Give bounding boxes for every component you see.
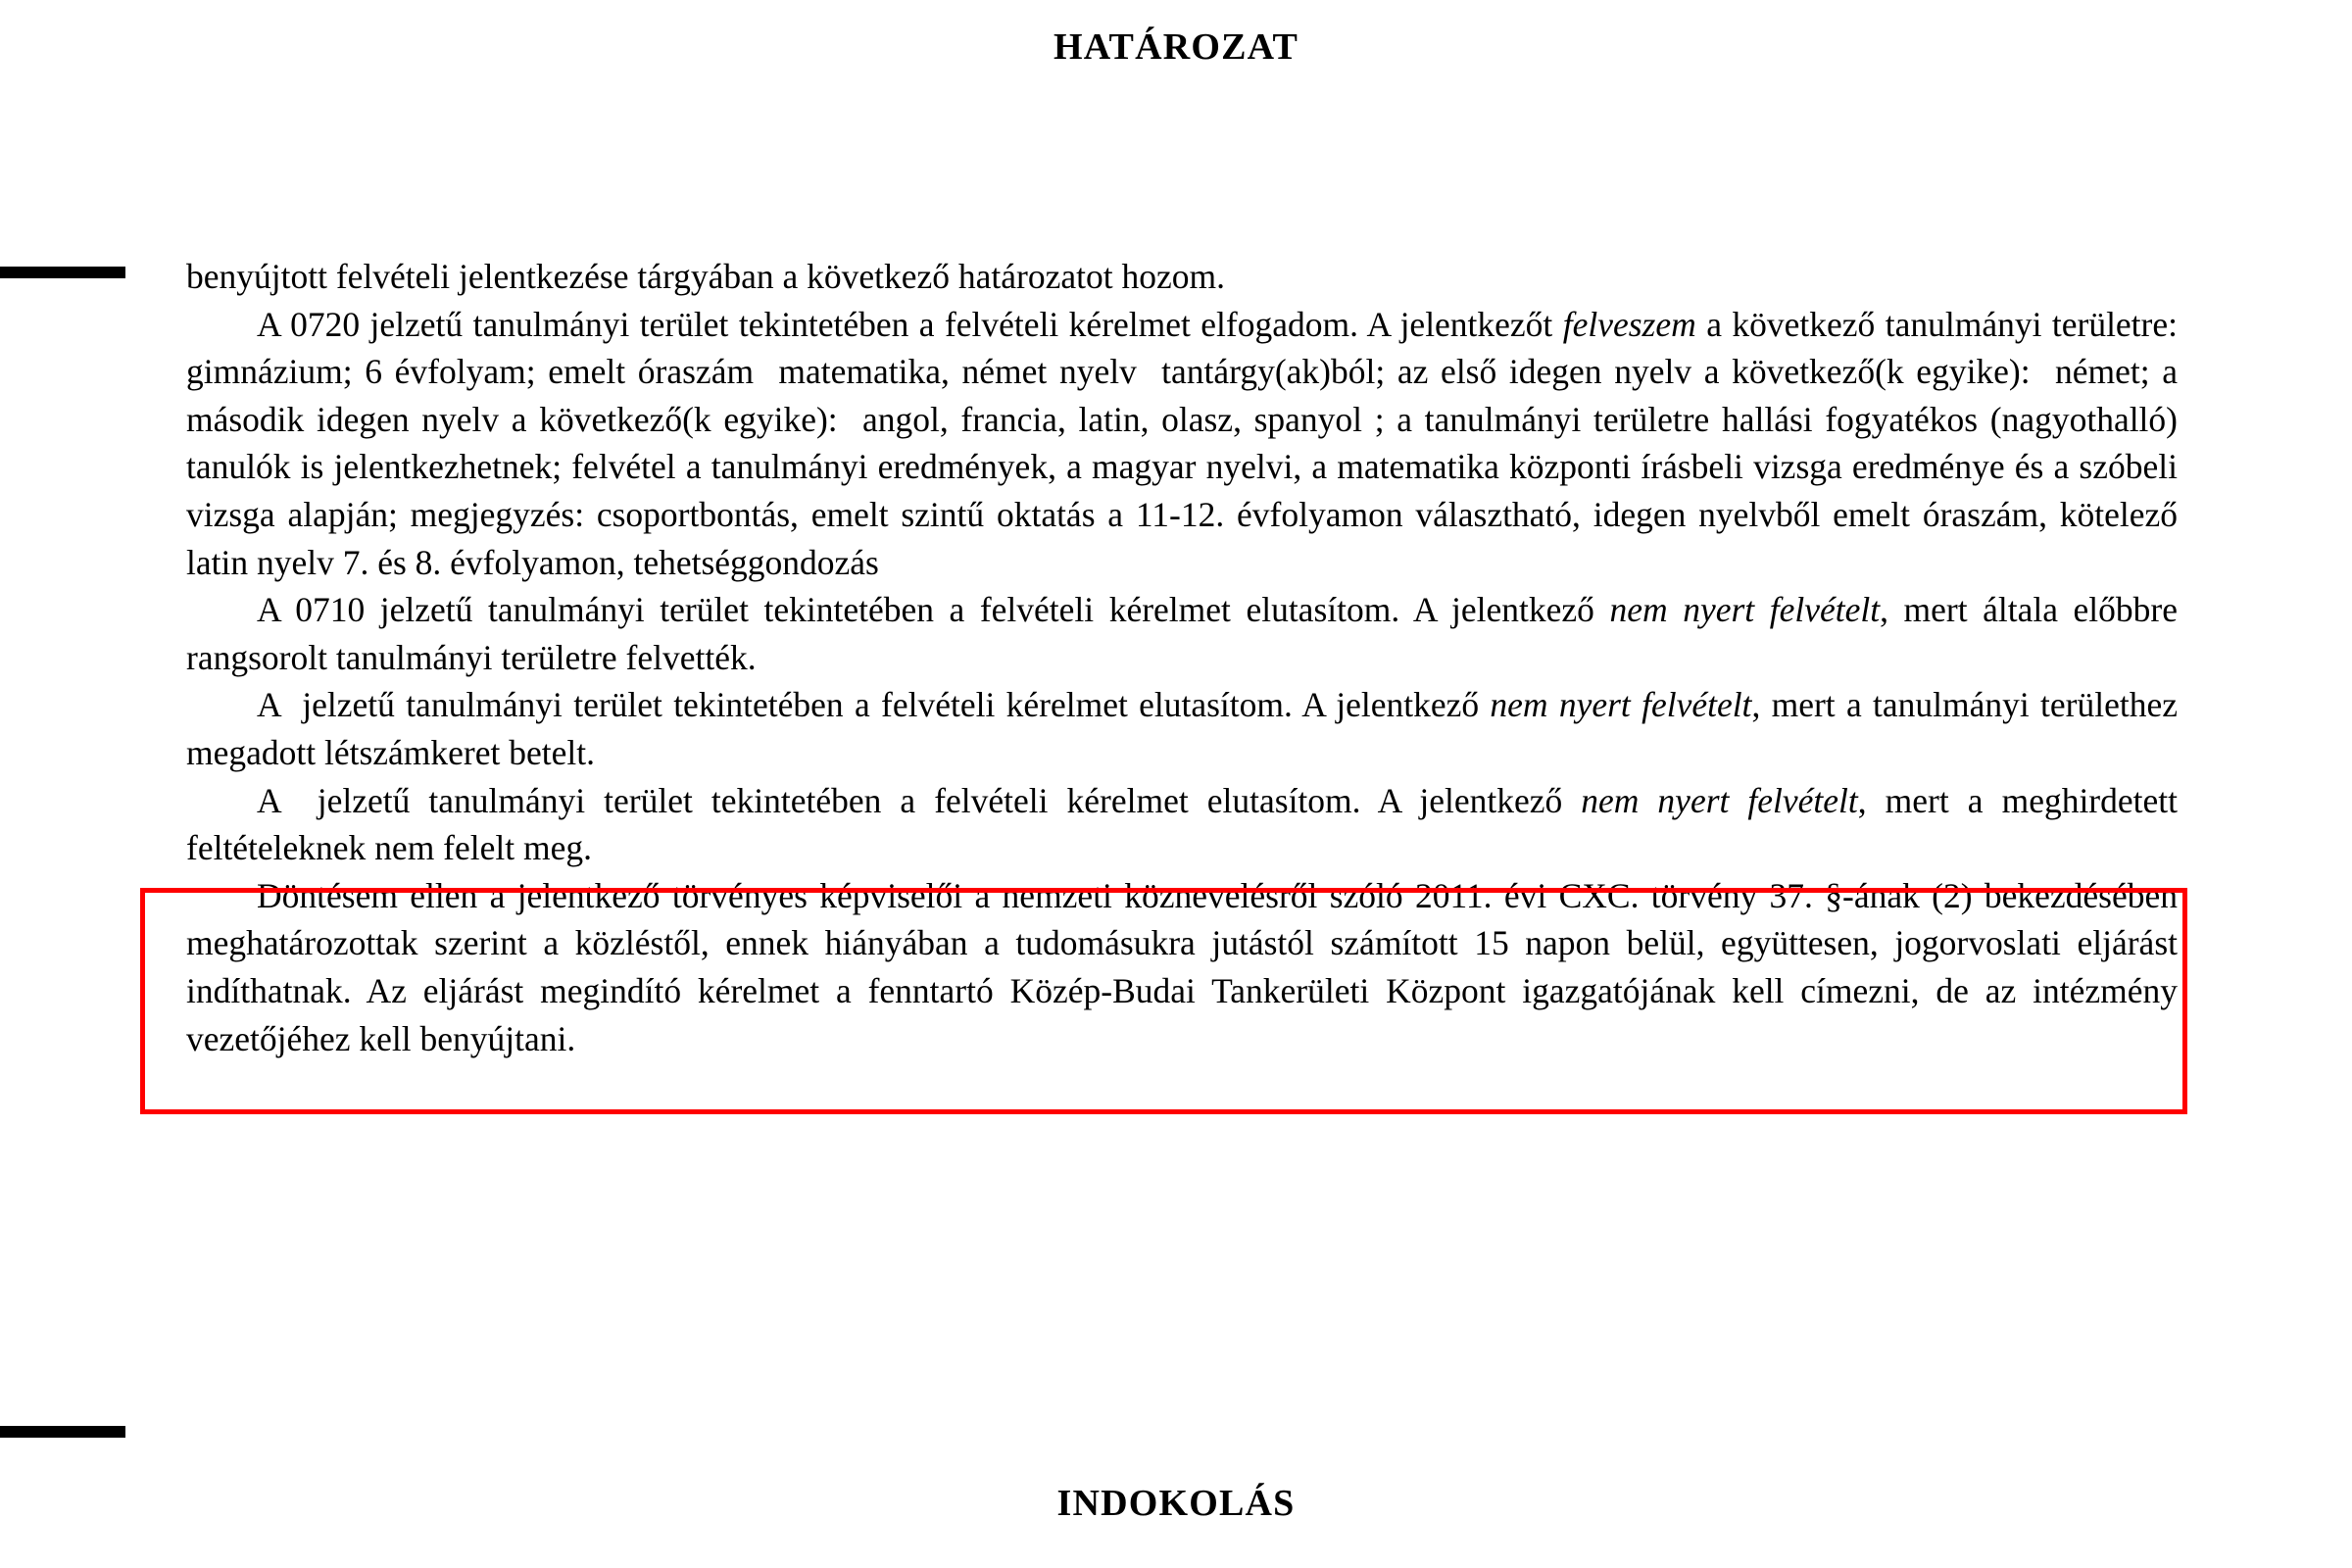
emphasis-text: nem nyert felvételt bbox=[1490, 685, 1752, 725]
body-text: , mert a tanulmányi területhez megadott létszámkeret betelt. bbox=[186, 685, 2186, 772]
body-text: benyújtott felvételi jelentkezése tárgyában a következő határozatot hozom. bbox=[186, 257, 1225, 296]
body-text: A jelzetű tanulmányi terület tekintetében a felvételi kérelmet elutasítom. A jelentkező bbox=[257, 685, 1491, 725]
page-title: HATÁROZAT bbox=[1053, 26, 1299, 68]
body-text: a következő tanulmányi területre: gimnázium; 6 évfolyam; emelt óraszám matematika, német nyelv tantárgy(ak)ból; az első idegen nyelv a következő(k egyike): német; a második idegen nyelv a következő(k egyike): angol, francia, latin, olasz, spanyol ; a tanulmányi területre hallási fogyatékos (nagyothalló) tanulók is jelentkezhetnek; felvétel a tanulmányi eredmények, a magyar nyelvi, a matematika központi írásbeli vizsga eredménye és a szóbeli vizsga alapján; megjegyzés: csoportbontás, emelt szintű oktatás a 11-12. évfolyamon választható, idegen nyelvből emelt óraszám, kötelező latin nyelv 7. és 8. évfolyamon, tehetséggondozás bbox=[186, 304, 2186, 582]
emphasis-text: nem nyert felvételt bbox=[1609, 590, 1881, 630]
emphasis-text: nem nyert felvételt bbox=[1581, 780, 1858, 820]
redaction-bar-top bbox=[0, 267, 125, 278]
paragraph-reject-capacity bbox=[186, 681, 2186, 776]
document-body bbox=[186, 253, 2186, 1062]
paragraph-reject-conditions bbox=[186, 777, 2186, 872]
emphasis-text: felveszem bbox=[1562, 304, 1696, 344]
body-text: A jelzetű tanulmányi terület tekintetében a felvételi kérelmet elutasítom. A jelentkező bbox=[257, 780, 1582, 820]
body-text: A 0720 jelzetű tanulmányi terület tekintetében a felvételi kérelmet elfogadom. A jelentkezőt bbox=[257, 304, 1563, 344]
body-text: A 0710 jelzetű tanulmányi terület tekintetében a felvételi kérelmet elutasítom. A jelentkező bbox=[257, 590, 1610, 630]
body-text: Döntésem ellen a jelentkező törvényes képviselői a nemzeti köznevelésről szóló 2011. évi CXC. törvény 37. §-ának (2) bekezdésében meghatározottak szerint a közléstől, ennek hiányában a tudomásukra jutástól számított 15 napon belül, együttesen, jogorvoslati eljárást indíthatnak. Az eljárást megindító kérelmet a fenntartó Közép-Budai Tankerületi Központ igazgatójának kell címezni, de az intézmény vezetőjéhez kell benyújtani. bbox=[186, 875, 2186, 1058]
paragraph-appeal-info bbox=[186, 872, 2186, 1062]
paragraph-intro bbox=[186, 253, 2178, 301]
body-text: , mert a meghirdetett feltételeknek nem felelt meg. bbox=[186, 780, 2186, 868]
paragraph-accept-0720 bbox=[186, 301, 2186, 587]
body-text: , mert általa előbbre rangsorolt tanulmányi területre felvették. bbox=[186, 590, 2186, 677]
paragraph-reject-0710 bbox=[186, 586, 2186, 681]
redaction-bar-bottom bbox=[0, 1426, 125, 1438]
section-title-indokolas: INDOKOLÁS bbox=[1056, 1483, 1296, 1524]
